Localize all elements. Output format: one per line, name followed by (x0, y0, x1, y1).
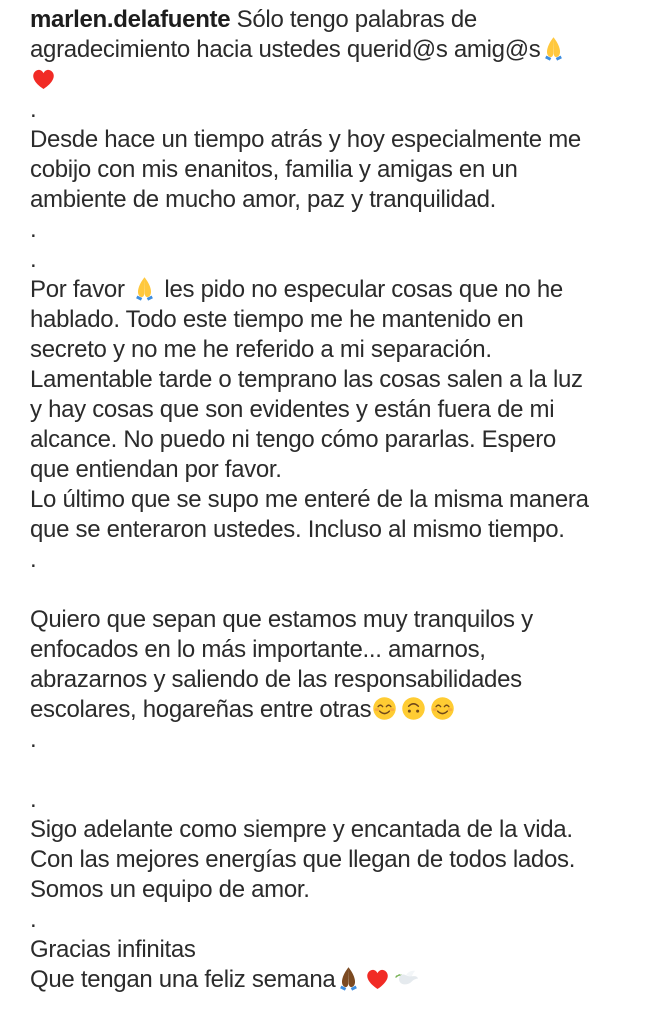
caption-text-segment: que se enteraron ustedes. Incluso al mismo tiempo. (30, 516, 565, 543)
caption-line (30, 695, 651, 725)
caption-line (30, 275, 651, 305)
caption-line (30, 605, 651, 635)
caption-line (30, 905, 651, 935)
caption-line (30, 155, 651, 185)
caption-text-segment: agradecimiento hacia ustedes querid@s amig@s (30, 36, 541, 63)
caption-text-segment: Quiero que sepan que estamos muy tranquilos y (30, 606, 533, 633)
username[interactable]: marlen.delafuente (30, 6, 231, 33)
caption-text-segment: que entiendan por favor. (30, 456, 282, 483)
caption-text-segment: . (30, 246, 37, 273)
caption-text-segment: Gracias infinitas (30, 936, 196, 963)
caption-line (30, 485, 651, 515)
folded-hands-icon (540, 35, 567, 62)
caption-line (30, 785, 651, 815)
caption-line (30, 455, 651, 485)
smiling-face-blush-icon (429, 695, 456, 722)
caption-text-segment: cobijo con mis enanitos, familia y amigas en un (30, 156, 518, 183)
caption-line (30, 35, 651, 65)
caption-text-segment: Desde hace un tiempo atrás y hoy especialmente me (30, 126, 581, 153)
caption-line (30, 845, 651, 875)
caption-line (30, 725, 651, 755)
caption-text-segment: les pido no especular cosas que no he (158, 276, 563, 303)
caption-line (30, 5, 651, 35)
smiling-face-blush-icon (371, 695, 398, 722)
caption-line (30, 425, 651, 455)
caption-line (30, 395, 651, 425)
caption-line (30, 635, 651, 665)
caption-text-segment: escolares, hogareñas entre otras (30, 696, 372, 723)
dove-icon (393, 965, 420, 992)
caption-line (30, 305, 651, 335)
caption-text-segment: Sólo tengo palabras de (230, 6, 477, 33)
caption-line (30, 515, 651, 545)
caption-text-segment: alcance. No puedo ni tengo cómo pararlas. Espero (30, 426, 556, 453)
caption-text-segment: . (30, 546, 37, 573)
caption-line (30, 95, 651, 125)
upside-down-face-icon (400, 695, 427, 722)
caption-text-segment: . (30, 906, 37, 933)
caption-line (30, 935, 651, 965)
caption-text-segment: hablado. Todo este tiempo me he mantenido en (30, 306, 524, 333)
caption-text-segment: . (30, 786, 37, 813)
caption-line (30, 335, 651, 365)
caption-text-segment: ambiente de mucho amor, paz y tranquilidad. (30, 186, 497, 213)
caption-text-segment: . (30, 726, 37, 753)
caption-text-segment: Por favor (30, 276, 132, 303)
caption-text-segment: Lamentable tarde o temprano las cosas salen a la luz (30, 366, 583, 393)
caption-line (30, 125, 651, 155)
caption-line (30, 875, 651, 905)
caption-line (30, 545, 651, 575)
caption-line (30, 575, 651, 605)
caption-text-segment: Con las mejores energías que llegan de todos lados. (30, 846, 576, 873)
red-heart-icon (30, 65, 57, 92)
caption-text-segment: enfocados en lo más importante... amarnos, (30, 636, 486, 663)
caption-line (30, 65, 651, 95)
caption-line (30, 215, 651, 245)
caption-line (30, 815, 651, 845)
caption-text-segment: Que tengan una feliz semana (30, 966, 336, 993)
caption-text-segment: Lo último que se supo me enteré de la misma manera (30, 486, 589, 513)
caption-line (30, 965, 651, 995)
folded-hands-icon (131, 275, 158, 302)
caption-text-segment: Somos un equipo de amor. (30, 876, 310, 903)
caption-text-segment: abrazarnos y saliendo de las responsabilidades (30, 666, 522, 693)
caption-line (30, 185, 651, 215)
caption-line (30, 665, 651, 695)
caption-text-segment: Sigo adelante como siempre y encantada de la vida. (30, 816, 573, 843)
red-heart-icon (364, 965, 391, 992)
caption-text-segment: . (30, 216, 37, 243)
caption-line (30, 755, 651, 785)
folded-hands-dark-icon (335, 965, 362, 992)
caption-line (30, 245, 651, 275)
caption-text-segment: y hay cosas que son evidentes y están fuera de mi (30, 396, 555, 423)
caption-text-segment: secreto y no me he referido a mi separación. (30, 336, 492, 363)
caption-line (30, 365, 651, 395)
caption-text-segment: . (30, 96, 37, 123)
